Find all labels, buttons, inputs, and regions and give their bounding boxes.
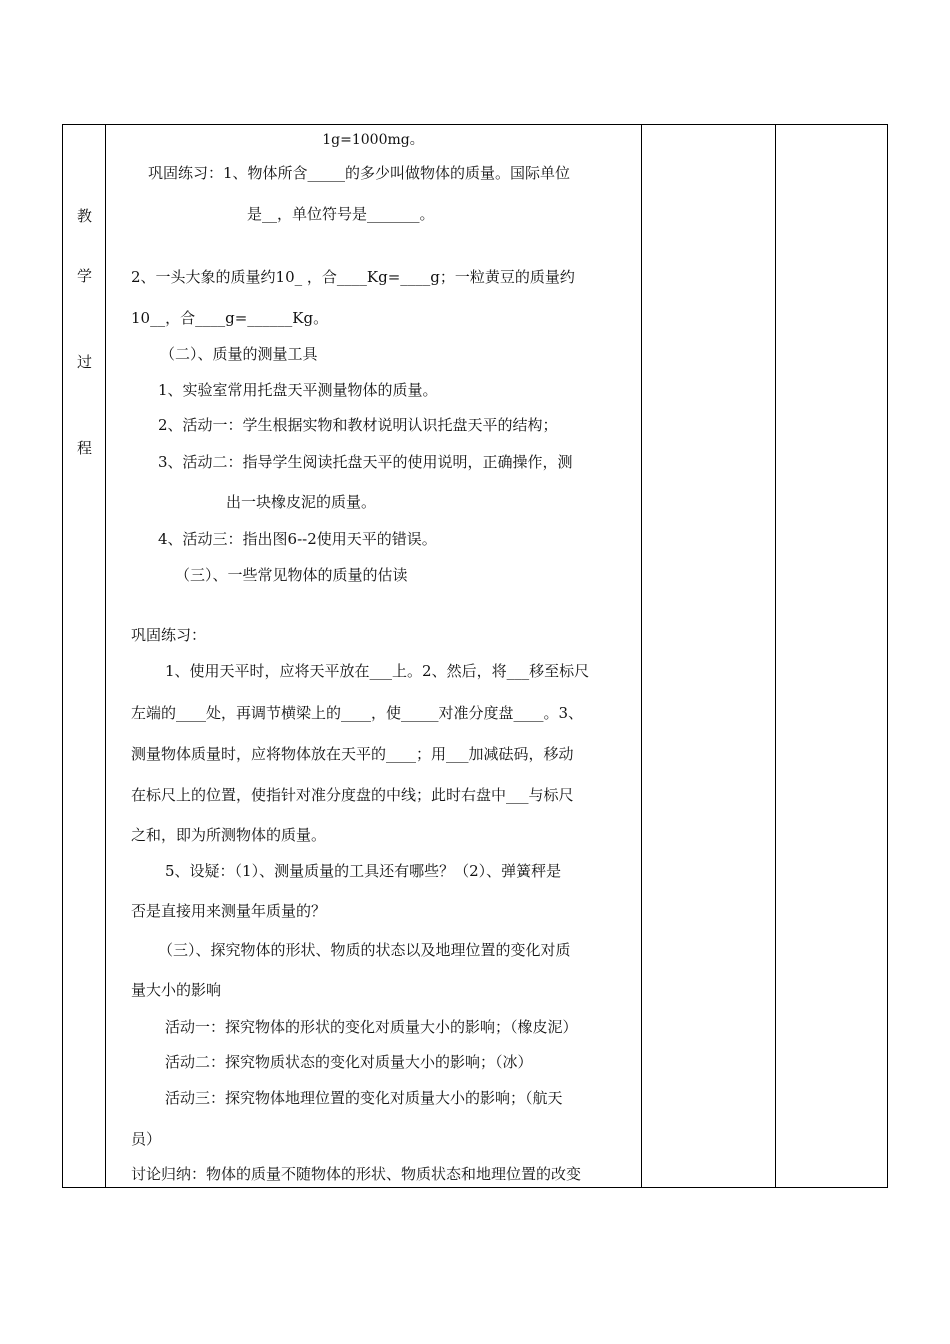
section-heading: （三）、一些常见物体的质量的估读 xyxy=(175,566,408,584)
text-line: 1g=1000mg。 xyxy=(322,132,424,148)
side-label-char: 过 xyxy=(76,353,92,371)
text-line: 4、活动三：指出图6--2使用天平的错误。 xyxy=(158,530,437,548)
column-divider xyxy=(775,125,776,1187)
text-line: 2、一头大象的质量约10_ ，合____Kg=____g；一粒黄豆的质量约 xyxy=(131,268,575,286)
column-divider xyxy=(641,125,642,1187)
section-heading: （三）、探究物体的形状、物质的状态以及地理位置的变化对质 xyxy=(158,941,571,959)
text-line: 5、设疑：（1）、测量质量的工具还有哪些？（2）、弹簧秤是 xyxy=(165,862,562,880)
text-line: 活动二：探究物质状态的变化对质量大小的影响；（冰） xyxy=(165,1053,533,1071)
text-line: 巩固练习： xyxy=(131,626,207,644)
text-line: 量大小的影响 xyxy=(131,981,222,999)
text-line: 活动三：探究物体地理位置的变化对质量大小的影响；（航天 xyxy=(165,1089,563,1107)
text-line: 巩固练习：1、物体所含_____的多少叫做物体的质量。国际单位 xyxy=(148,164,571,182)
text-line: 10__，合____g=______Kg。 xyxy=(131,309,329,327)
text-line: 左端的____处，再调节横梁上的____，使_____对准分度盘____。3、 xyxy=(131,704,584,722)
text-line: 测量物体质量时，应将物体放在天平的____；用___加减砝码，移动 xyxy=(131,745,574,763)
text-line: 讨论归纳：物体的质量不随物体的形状、物质状态和地理位置的改变 xyxy=(131,1165,582,1183)
text-line: 活动一：探究物体的形状的变化对质量大小的影响；（橡皮泥） xyxy=(165,1018,578,1036)
text-line: 之和，即为所测物体的质量。 xyxy=(131,826,327,844)
text-line: 员） xyxy=(131,1130,162,1148)
text-line: 是__，单位符号是_______。 xyxy=(247,205,435,223)
text-line: 出一块橡皮泥的质量。 xyxy=(226,493,377,511)
text-line: 1、使用天平时，应将天平放在___上。2、然后，将___移至标尺 xyxy=(165,662,590,680)
side-label-char: 教 xyxy=(76,207,92,225)
side-label-char: 程 xyxy=(76,439,92,457)
text-line: 在标尺上的位置，使指针对准分度盘的中线；此时右盘中___与标尺 xyxy=(131,786,574,804)
text-line: 1、实验室常用托盘天平测量物体的质量。 xyxy=(158,381,438,399)
text-line: 3、活动二：指导学生阅读托盘天平的使用说明，正确操作，测 xyxy=(158,453,573,471)
text-line: 否是直接用来测量年质量的？ xyxy=(131,902,327,920)
section-heading: （二）、质量的测量工具 xyxy=(160,345,318,363)
side-label-char: 学 xyxy=(76,267,92,285)
text-line: 2、活动一：学生根据实物和教材说明认识托盘天平的结构； xyxy=(158,416,558,434)
